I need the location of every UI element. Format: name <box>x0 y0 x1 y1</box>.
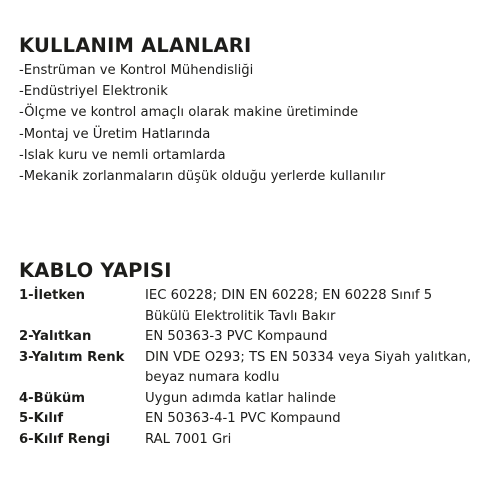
list-item: -Ölçme ve kontrol amaçlı olarak makine üretiminde <box>19 105 359 121</box>
structure-section <box>19 259 489 450</box>
usage-title: KULLANIM ALANLARI <box>19 34 252 57</box>
spec-key: 5-Kılıf <box>19 411 64 426</box>
spec-value <box>145 286 489 327</box>
list-item: -Mekanik zorlanmaların düşük olduğu yerlerde kullanılır <box>19 169 386 185</box>
spec-value <box>145 327 489 348</box>
spec-value-line: beyaz numara kodlu <box>145 370 280 385</box>
list-item: -Montaj ve Üretim Hatlarında <box>19 126 211 142</box>
spec-key: 4-Büküm <box>19 390 85 406</box>
spec-key: 2-Yalıtkan <box>19 329 92 344</box>
structure-title: KABLO YAPISI <box>19 259 172 282</box>
table-row <box>19 286 489 327</box>
spec-value <box>145 430 489 451</box>
spec-value-line: EN 50363-4-1 PVC Kompaund <box>145 411 341 426</box>
spec-key: 1-İletken <box>19 288 86 303</box>
list-item: -Enstrüman ve Kontrol Mühendisliği <box>19 63 254 78</box>
spec-table <box>19 286 489 450</box>
spec-value-line: Uygun adımda katlar halinde <box>145 390 336 406</box>
table-row <box>19 389 489 410</box>
spec-key: 6-Kılıf Rengi <box>19 431 111 447</box>
spec-value <box>145 409 489 430</box>
table-row <box>19 430 489 451</box>
table-row <box>19 348 489 389</box>
spec-value-line: DIN VDE O293; TS EN 50334 veya Siyah yalıtkan, <box>145 349 472 365</box>
spec-key: 3-Yalıtım Renk <box>19 349 125 365</box>
usage-list <box>19 60 489 187</box>
spec-value-line: Bükülü Elektrolitik Tavlı Bakır <box>145 308 336 324</box>
list-item: -Islak kuru ve nemli ortamlarda <box>19 147 226 163</box>
table-row <box>19 327 489 348</box>
spec-value <box>145 348 489 389</box>
usage-section <box>19 34 489 187</box>
spec-value <box>145 389 489 410</box>
spec-value-line: IEC 60228; DIN EN 60228; EN 60228 Sınıf 5 <box>145 288 433 303</box>
spec-value-line: RAL 7001 Gri <box>145 431 232 447</box>
table-row <box>19 409 489 430</box>
spec-value-line: EN 50363-3 PVC Kompaund <box>145 329 328 344</box>
list-item: -Endüstriyel Elektronik <box>19 84 168 100</box>
